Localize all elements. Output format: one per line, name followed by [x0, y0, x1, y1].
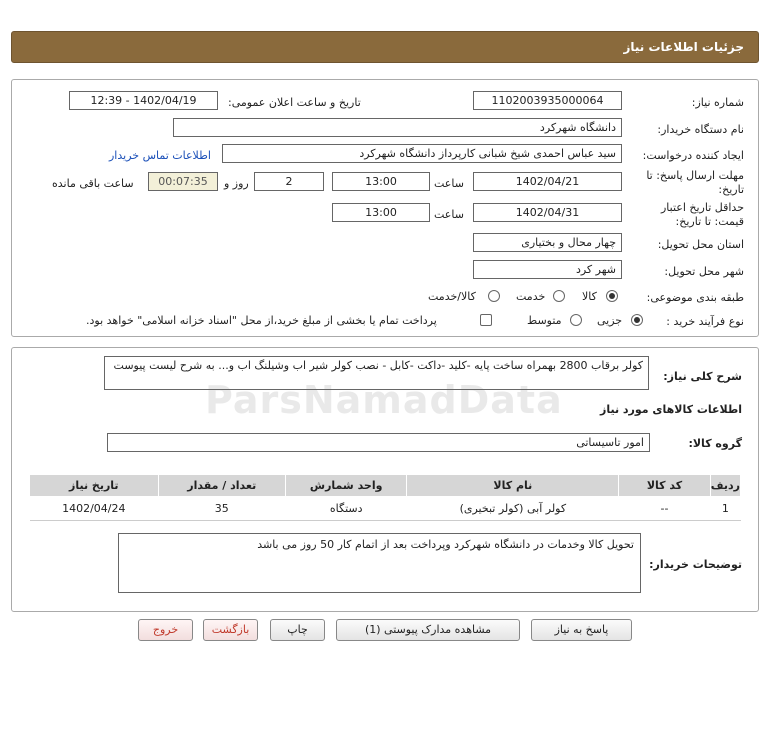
requester-label: ایجاد کننده درخواست: — [642, 149, 744, 162]
treasury-payment-note: پرداخت تمام یا بخشی از مبلغ خرید،از محل "اسناد خزانه اسلامی" خواهد بود. — [86, 314, 437, 327]
validity-time-field: 13:00 — [332, 203, 430, 222]
goods-section-title: اطلاعات کالاهای مورد نیاز — [600, 403, 742, 416]
treasury-payment-checkbox[interactable] — [480, 314, 492, 326]
col-code: کد کالا — [619, 475, 711, 497]
process-medium-radio[interactable] — [570, 314, 582, 326]
category-service-radio[interactable] — [553, 290, 565, 302]
validity-date-field: 1402/04/31 — [473, 203, 622, 222]
category-goods-radio[interactable] — [606, 290, 618, 302]
cell-name: کولر آبی (کولر تبخیری) — [407, 497, 619, 521]
goods-group-field: امور تاسیساتی — [107, 433, 650, 452]
remaining-label: ساعت باقی مانده — [52, 177, 134, 190]
cell-row: 1 — [710, 497, 740, 521]
city-label: شهر محل تحویل: — [664, 265, 744, 278]
print-button[interactable]: چاپ — [270, 619, 325, 641]
process-medium-label: متوسط — [527, 314, 562, 327]
process-label: نوع فرآیند خرید : — [666, 315, 744, 328]
process-minor-radio[interactable] — [631, 314, 643, 326]
summary-label: شرح کلی نیاز: — [663, 370, 742, 383]
announce-field: 1402/04/19 - 12:39 — [69, 91, 218, 110]
summary-field: کولر برقاب 2800 بهمراه ساخت پایه -کلید -داکت -کابل - نصب کولر شیر اب وشیلنگ اب و... به شرح لیست پیوست — [104, 356, 649, 390]
buyer-org-label: نام دستگاه خریدار: — [657, 123, 744, 136]
need-number-field: 1102003935000064 — [473, 91, 622, 110]
deadline-date-field: 1402/04/21 — [473, 172, 622, 191]
reply-button[interactable]: پاسخ به نیاز — [531, 619, 632, 641]
exit-button[interactable]: خروج — [138, 619, 193, 641]
requester-field: سید عباس احمدی شیخ شبانی کارپرداز دانشگاه شهرکرد — [222, 144, 622, 163]
col-name: نام کالا — [407, 475, 619, 497]
deadline-date-label: تاریخ: — [718, 183, 744, 196]
category-service-label: خدمت — [516, 290, 546, 303]
days-field: 2 — [254, 172, 324, 191]
announce-label: تاریخ و ساعت اعلان عمومی: — [228, 96, 361, 109]
col-row: ردیف — [710, 475, 740, 497]
page-header — [11, 31, 759, 63]
col-date: تاریخ نیاز — [30, 475, 159, 497]
category-goods-service-radio[interactable] — [488, 290, 500, 302]
remaining-timer: 00:07:35 — [148, 172, 218, 191]
cell-date: 1402/04/24 — [30, 497, 159, 521]
goods-table — [29, 474, 741, 521]
category-label: طبقه بندی موضوعی: — [646, 291, 744, 304]
cell-qty: 35 — [158, 497, 285, 521]
goods-group-label: گروه کالا: — [688, 437, 742, 450]
cell-unit: دستگاه — [285, 497, 406, 521]
col-unit: واحد شمارش — [285, 475, 406, 497]
validity-time-label: ساعت — [434, 208, 464, 221]
days-and-label: روز و — [224, 177, 249, 190]
province-label: استان محل تحویل: — [657, 238, 744, 251]
province-field: چهار محال و بختیاری — [473, 233, 622, 252]
buyer-contact-link[interactable]: اطلاعات تماس خریدار — [109, 149, 211, 162]
col-qty: تعداد / مقدار — [158, 475, 285, 497]
need-number-label: شماره نیاز: — [691, 96, 744, 109]
buyer-notes-field: تحویل کالا وخدمات در دانشگاه شهرکرد وپرداخت بعد از اتمام کار 50 روز می باشد — [118, 533, 641, 593]
back-button[interactable]: بازگشت — [203, 619, 258, 641]
view-attachments-button[interactable]: مشاهده مدارک پیوستی (1) — [336, 619, 520, 641]
category-goods-service-label: کالا/خدمت — [428, 290, 476, 303]
process-minor-label: جزیی — [597, 314, 623, 327]
deadline-label: مهلت ارسال پاسخ: تا — [646, 169, 744, 182]
deadline-time-field: 13:00 — [332, 172, 430, 191]
validity-label: حداقل تاریخ اعتبار — [660, 201, 744, 214]
table-row — [30, 497, 741, 521]
city-field: شهر کرد — [473, 260, 622, 279]
page-title: جزئیات اطلاعات نیاز — [623, 40, 744, 54]
validity-date-label: قیمت: تا تاریخ: — [675, 215, 744, 228]
cell-code: -- — [619, 497, 711, 521]
deadline-time-label: ساعت — [434, 177, 464, 190]
buyer-org-field: دانشگاه شهرکرد — [173, 118, 622, 137]
category-goods-label: کالا — [582, 290, 597, 303]
buyer-notes-label: توضیحات خریدار: — [649, 558, 742, 571]
